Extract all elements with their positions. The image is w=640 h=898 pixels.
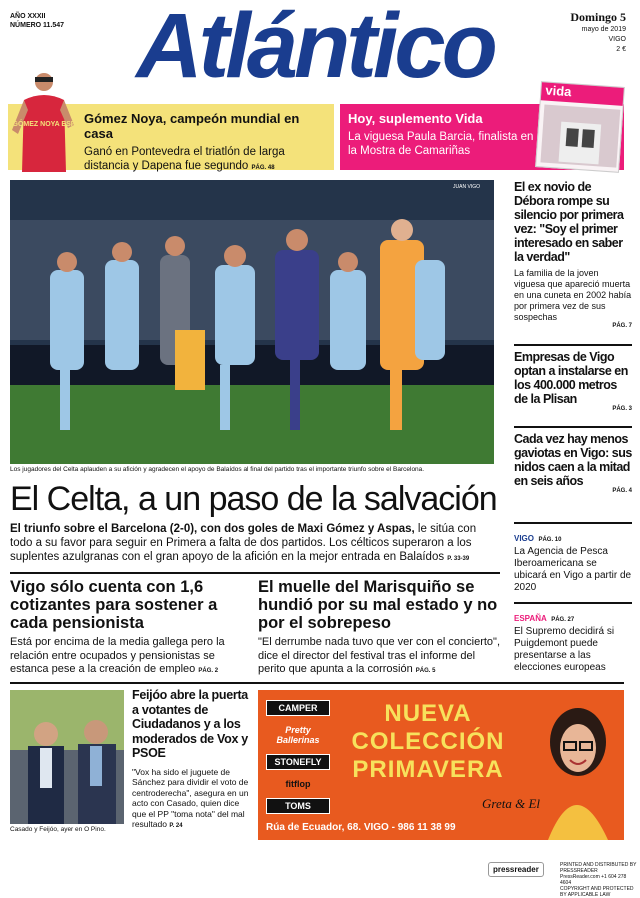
divider (10, 682, 624, 684)
rail-pesca[interactable] (514, 528, 632, 594)
ad-brand: Pretty Ballerinas (276, 725, 320, 745)
rail-pesca-tag: VIGO (514, 534, 535, 543)
divider (10, 572, 500, 574)
story-feijoo[interactable] (132, 688, 250, 832)
vida-cover-image (536, 100, 624, 172)
teaser-right-body: La viguesa Paula Barcia, finalista en la Mostra de Camariñas (348, 131, 534, 157)
rail-pesca-body: La Agencia de Pesca Iberoamericana se ubicará en Vigo a partir de 2020 (514, 546, 632, 593)
rail-puigdemont[interactable] (514, 608, 632, 674)
athlete-figure (10, 70, 76, 172)
teaser-left-page: PÁG. 48 (251, 165, 275, 171)
ad-address: Rúa de Ecuador, 68. VIGO - 986 11 38 99 (266, 822, 456, 833)
main-headline[interactable]: El Celta, a un paso de la salvación (10, 480, 497, 518)
date-label: mayo de 2019 (581, 26, 626, 33)
feijoo-page: P. 24 (169, 823, 183, 829)
lead-rest: le sitúa con todo a su favor para seguir en Primera a falta de dos partidos. Los célticos superaron a los suplentes azulgranas con el gran apoyo de la afición en la mejor entrada en Balaídos (10, 523, 477, 563)
feijoo-photo[interactable] (10, 690, 124, 824)
vida-magazine-cover[interactable] (535, 81, 625, 173)
ad-title-line: COLECCIÓN (351, 728, 505, 755)
rail-puigdemont-tag-page: PÁG. 27 (551, 617, 575, 623)
main-page: P. 33-39 (447, 556, 470, 562)
rail-pesca-tag-page: PÁG. 10 (538, 537, 562, 543)
lead-bold: El triunfo sobre el Barcelona (2-0), con dos goles de Maxi Gómez y Aspas, (10, 523, 415, 535)
ad-brand-list (266, 700, 330, 821)
muelle-headline: El muelle del Marisquiño se hundió por su mal estado y no por el sobrepeso (258, 578, 498, 632)
story-pension[interactable] (10, 578, 242, 679)
rail-debora[interactable] (514, 180, 632, 329)
rail-plisan[interactable] (514, 350, 632, 412)
pension-page: PÁG. 2 (198, 668, 219, 674)
rail-gaviotas-headline: Cada vez hay menos gaviotas en Vigo: sus nidos caen a la mitad en seis años (514, 432, 632, 488)
rail-gaviotas-page: PÁG. 4 (612, 488, 632, 494)
teaser-left-body: Ganó en Pontevedra el triatlón de larga distancia y Dapena fue segundo (84, 146, 285, 172)
celta-players-photo (10, 180, 494, 464)
rail-plisan-headline: Empresas de Vigo optan a instalarse en los 400.000 metros de la Plisan (514, 350, 628, 406)
date-block (570, 10, 626, 55)
pension-headline: Vigo sólo cuenta con 1,6 cotizantes para sostener a cada pensionista (10, 578, 218, 632)
ad-brand: fitflop (285, 779, 311, 789)
rail-puigdemont-tag: ESPAÑA (514, 614, 547, 623)
edition-meta (10, 12, 64, 30)
story-muelle[interactable] (258, 578, 502, 679)
ad-store-name: Greta & El (482, 796, 541, 811)
politicians-image (10, 690, 124, 824)
price-label: 2 € (616, 46, 626, 53)
ad-brand: TOMS (266, 798, 330, 814)
athlete-photo (10, 70, 76, 172)
pressreader-line: COPYRIGHT AND PROTECTED BY APPLICABLE LAW (560, 886, 634, 898)
vida-logo: vida (541, 82, 624, 106)
rail-divider (514, 426, 632, 428)
main-lead (10, 522, 500, 566)
teaser-left-title: Gómez Noya, campeón mundial en casa (84, 111, 300, 141)
rail-gaviotas[interactable] (514, 432, 632, 494)
photo-credit: JUAN VIGO (453, 184, 480, 190)
ad-model-image (528, 690, 624, 840)
advertisement[interactable] (258, 690, 624, 840)
pension-body: Está por encima de la media gallega pero la relación entre ocupados y pensionistas se estanca pese a la creación de empleo (10, 636, 225, 675)
rail-plisan-page: PÁG. 3 (612, 406, 632, 412)
rail-puigdemont-body: El Supremo decidirá si Puigdemont puede presentarse a las elecciones europeas (514, 626, 615, 673)
ad-brand: STONEFLY (266, 754, 330, 770)
rail-divider (514, 344, 632, 346)
pressreader-logo[interactable]: pressreader (488, 862, 544, 877)
ad-title-line: NUEVA (384, 700, 472, 727)
feijoo-headline: Feijóo abre la puerta a votantes de Ciudadanos y a los moderados de Vox y PSOE (132, 688, 248, 760)
main-photo[interactable] (10, 180, 494, 464)
photo-caption: Los jugadores del Celta aplauden a su afición y agradecen el apoyo de Balaídos al final del partido tras el importante triunfo sobre el Barcelona. (10, 466, 425, 473)
day-label: Domingo 5 (570, 10, 626, 24)
rail-divider (514, 602, 632, 604)
ad-brand: CAMPER (266, 700, 330, 716)
muelle-body: "El derrumbe nada tuvo que ver con el concierto", dice el director del festival tras el informe del perito que apunta a la corrosión (258, 636, 500, 675)
teaser-right-title: Hoy, suplemento Vida (348, 111, 483, 126)
feijoo-body: "Vox ha sido el juguete de Sánchez para dividir el voto de centroderecha", asegura en un acto con Casado, quien dice que el PP "toma nota" del mal resultado (132, 766, 249, 829)
ad-title (328, 700, 528, 784)
pressreader-line: PressReader.com +1 604 278 4604 (560, 874, 627, 886)
jersey-text: GÓMEZ NOYA ESP (12, 121, 76, 128)
pressreader-line: PRINTED AND DISTRIBUTED BY PRESSREADER (560, 862, 637, 874)
year-label: AÑO XXXII (10, 13, 46, 20)
ad-title-line: PRIMAVERA (352, 756, 504, 783)
city-label: VIGO (608, 36, 626, 43)
masthead-title[interactable]: Atlántico (136, 0, 494, 97)
feijoo-caption: Casado y Feijóo, ayer en O Pino. (10, 826, 106, 833)
rail-divider (514, 522, 632, 524)
pressreader-footer (488, 862, 638, 898)
rail-debora-page: PÁG. 7 (612, 323, 632, 329)
pressreader-notice (560, 862, 638, 898)
issue-number: NÚMERO 11.547 (10, 22, 65, 29)
muelle-page: PÁG. 5 (415, 668, 436, 674)
rail-debora-body: La familia de la joven viguesa que apareció muerta en una cuneta en 2002 había por primera vez de sus sospechas (514, 268, 632, 322)
rail-debora-headline: El ex novio de Débora rompe su silencio por primera vez: "Soy el primer interesado en saber la verdad" (514, 180, 624, 264)
